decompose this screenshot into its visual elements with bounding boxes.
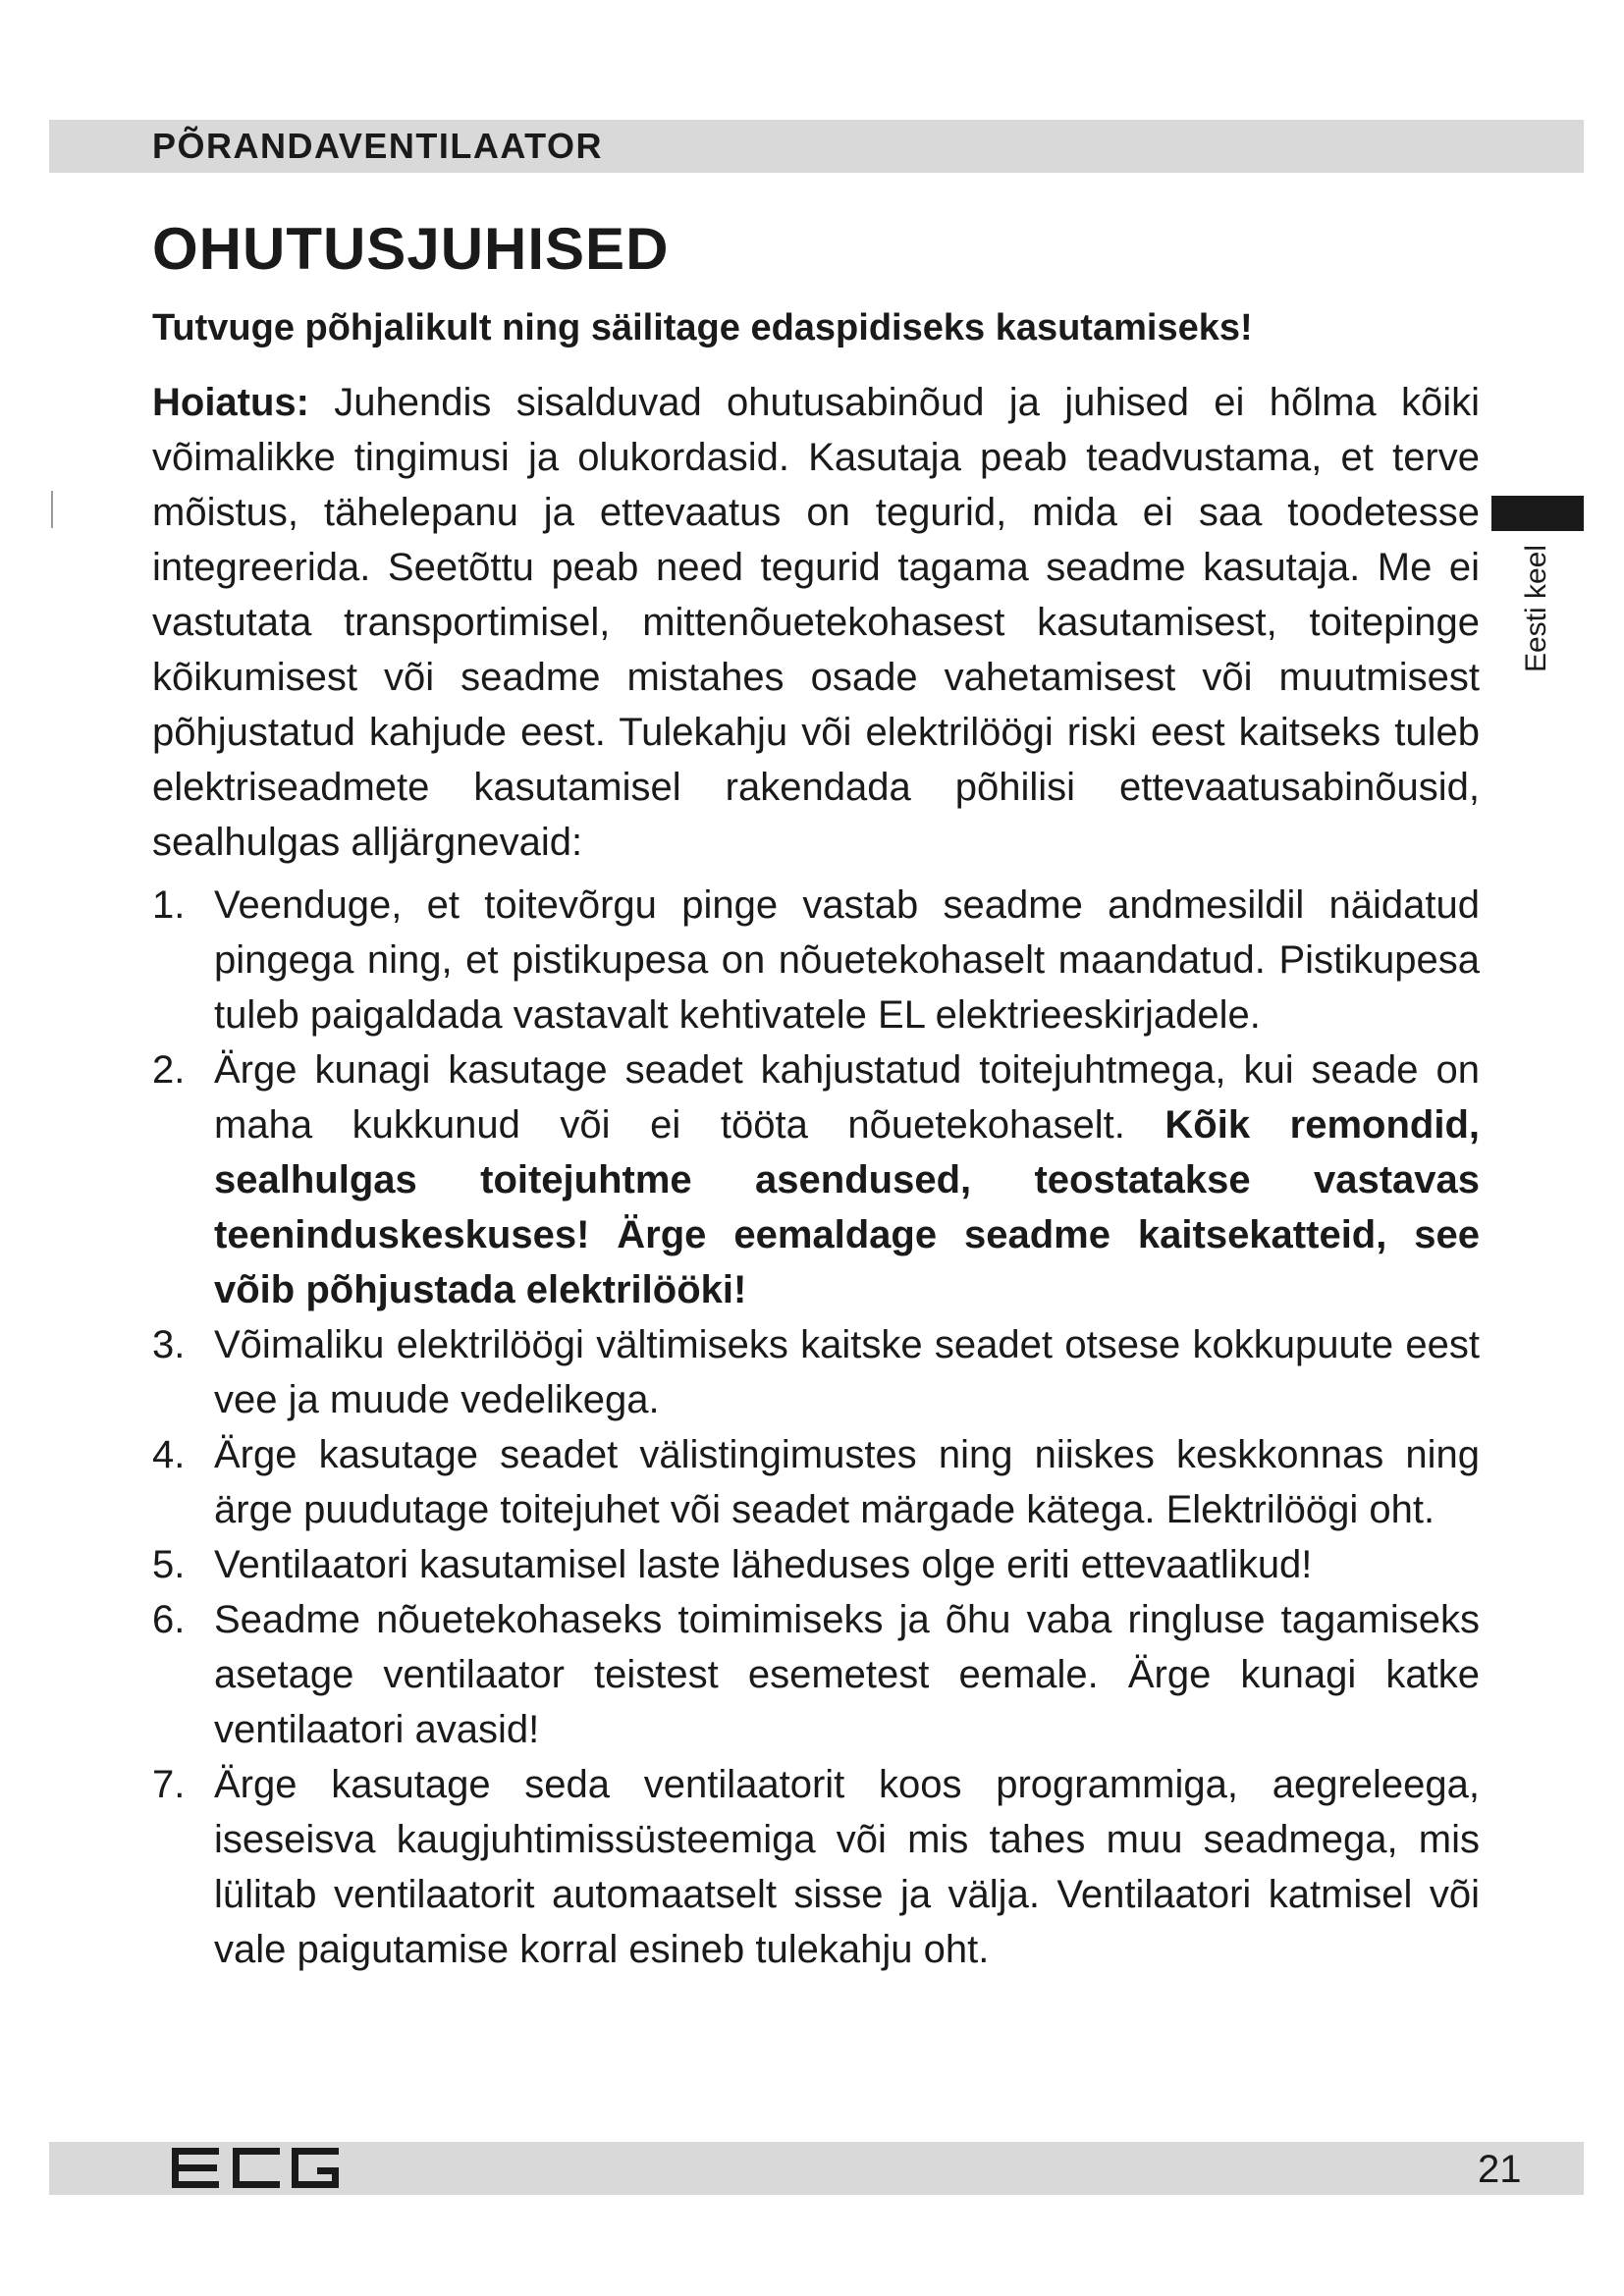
rule-text: Võimaliku elektrilöögi vältimiseks kaitske seadet otsese kokkupuute eest vee ja muude vedelikega. (214, 1323, 1480, 1421)
rule-text: Ärge kunagi kasutage seadet kahjustatud toitejuhtmega, kui seade on maha kukkunud või ei tööta nõuetekohaselt. (214, 1048, 1480, 1147)
rule-text: Ärge kasutage seadet välistingimustes ning niiskes keskkonnas ning ärge puudutage toitejuhet või seadet märgade kätega. Elektrilöögi oht. (214, 1433, 1480, 1531)
header-title: PÕRANDAVENTILAATOR (152, 126, 603, 166)
language-tab-marker (1491, 496, 1584, 531)
header-bar (49, 120, 1584, 173)
rule-number: 5. (152, 1543, 186, 1586)
language-tab-label: Eesti keel (1520, 544, 1552, 673)
safety-rule (152, 1042, 1480, 1317)
safety-rule (152, 1427, 1480, 1537)
ecg-logo-mark (172, 2146, 339, 2191)
margin-tick (51, 491, 53, 528)
safety-rules-list (152, 878, 1480, 1977)
safety-rule (152, 1537, 1480, 1592)
safety-rule (152, 1757, 1480, 1977)
rule-emphasis: Kõik remondid, sealhulgas toitejuhtme asendused, teostatakse vastavas teeninduskeskuses! Ärge eemaldage seadme kaitsekatteid, see võib põhjustada elektrilööki! (214, 1103, 1480, 1311)
rule-number: 4. (152, 1433, 186, 1476)
safety-rule (152, 1592, 1480, 1757)
rule-number: 1. (152, 883, 186, 927)
rule-text: Seadme nõuetekohaseks toimimiseks ja õhu vaba ringluse tagamiseks asetage ventilaator teistest esemetest eemale. Ärge kunagi katke ventilaatori avasid! (214, 1598, 1480, 1751)
rule-number: 2. (152, 1048, 186, 1092)
rule-text: Ärge kasutage seda ventilaatorit koos programmiga, aegreleega, iseseisva kaugjuhtimissüsteemiga või mis tahes muu seadmega, mis lülitab ventilaatorit automaatselt sisse ja välja. Ventilaatori katmisel või vale paigutamise korral esineb tulekahju oht. (214, 1763, 1480, 1971)
warning-paragraph (152, 375, 1480, 870)
safety-rule (152, 878, 1480, 1042)
rule-number: 7. (152, 1763, 186, 1806)
rule-number: 3. (152, 1323, 186, 1366)
main-content (152, 214, 1480, 1977)
rule-number: 6. (152, 1598, 186, 1641)
rule-text: Ventilaatori kasutamisel laste läheduses olge eriti ettevaatlikud! (214, 1543, 1313, 1586)
warning-lead: Hoiatus: (152, 381, 309, 424)
rule-text: Veenduge, et toitevõrgu pinge vastab seadme andmesildil näidatud pingega ning, et pistikupesa on nõuetekohaselt maandatud. Pistikupesa tuleb paigaldada vastavalt kehtivatele EL elektrieeskirjadele. (214, 883, 1480, 1037)
warning-text: Juhendis sisalduvad ohutusabinõud ja juhised ei hõlma kõiki võimalikke tingimusi ja olukordasid. Kasutaja peab teadvustama, et terve mõistus, tähelepanu ja ettevaatus on tegurid, mida ei saa toodetesse integreerida. Seetõttu peab need tegurid tagama seadme kasutaja. Me ei vastutata transportimisel, mittenõuetekohasest kasutamisest, toitepinge kõikumisest või seadme mistahes osade vahetamisest või muutmisest põhjustatud kahjude eest. Tulekahju või elektrilöögi riski eest kaitseks tuleb elektriseadmete kasutamisel rakendada põhilisi ettevaatusabinõusid, sealhulgas alljärgnevaid: (152, 381, 1480, 864)
ecg-logo (172, 2146, 339, 2196)
footer-bar (49, 2142, 1584, 2195)
page-number: 21 (1478, 2148, 1522, 2191)
page-title: OHUTUSJUHISED (152, 216, 670, 282)
page-subtitle: Tutvuge põhjalikult ning säilitage edaspidiseks kasutamiseks! (152, 307, 1253, 348)
safety-rule (152, 1317, 1480, 1427)
